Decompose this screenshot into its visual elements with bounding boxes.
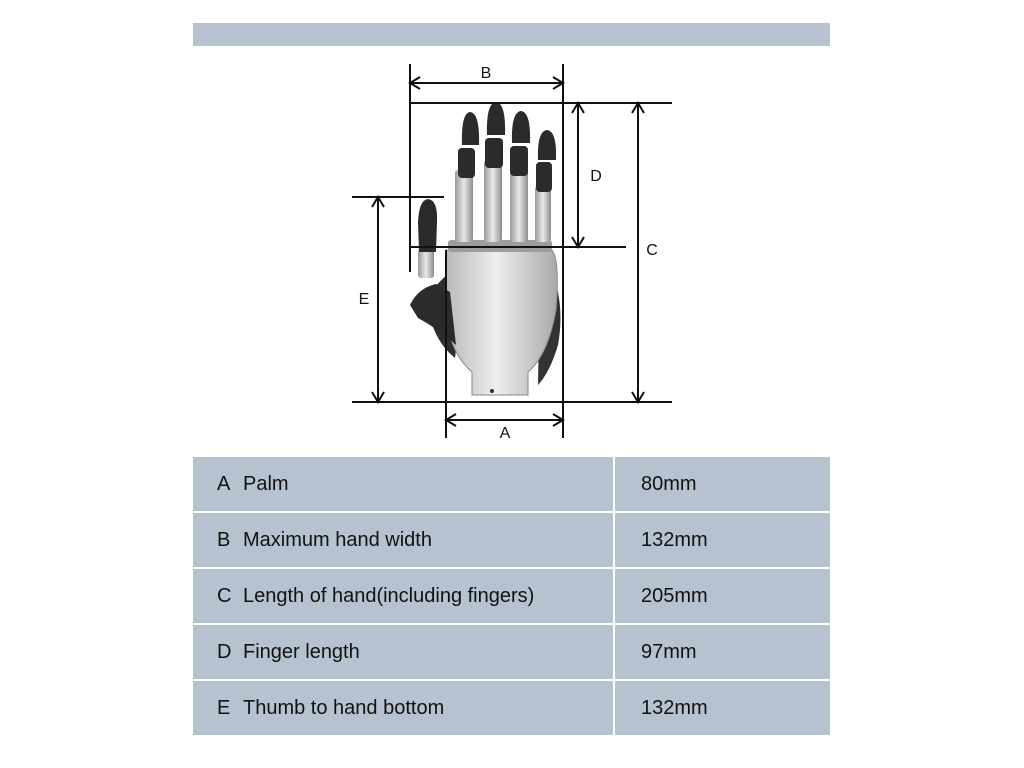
ring-finger: [510, 111, 530, 242]
spec-value: 132mm: [614, 512, 830, 568]
spec-name: Length of hand(including fingers): [243, 584, 535, 607]
spec-name: Maximum hand width: [243, 528, 432, 551]
little-finger: [535, 130, 556, 242]
spec-name-cell: [193, 624, 614, 680]
spec-value: 80mm: [614, 457, 830, 512]
label-e: E: [358, 291, 370, 308]
spec-value: 97mm: [614, 624, 830, 680]
middle-finger: [484, 102, 505, 242]
table-row: [193, 457, 830, 512]
spec-name-cell: [193, 568, 614, 624]
spec-name: Palm: [243, 472, 289, 495]
spec-letter: C: [217, 584, 232, 607]
label-d: D: [590, 168, 602, 185]
spec-name-cell: [193, 680, 614, 735]
spec-name: Finger length: [243, 640, 360, 663]
spec-letter: E: [217, 696, 231, 719]
robotic-hand-illustration: [410, 102, 560, 395]
spec-name-cell: [193, 457, 614, 512]
label-b: B: [480, 65, 492, 82]
spec-value: 132mm: [614, 680, 830, 735]
spec-letter: D: [217, 640, 232, 663]
index-finger: [455, 112, 479, 242]
spec-letter: B: [217, 528, 231, 551]
table-row: [193, 512, 830, 568]
spec-name-cell: [193, 512, 614, 568]
spec-value: 205mm: [614, 568, 830, 624]
table-row: [193, 568, 830, 624]
spec-letter: A: [217, 472, 231, 495]
label-c: C: [646, 242, 658, 259]
label-a: A: [499, 425, 511, 442]
spec-table: [193, 457, 830, 735]
spec-name: Thumb to hand bottom: [243, 696, 445, 719]
table-row: [193, 680, 830, 735]
table-row: [193, 624, 830, 680]
